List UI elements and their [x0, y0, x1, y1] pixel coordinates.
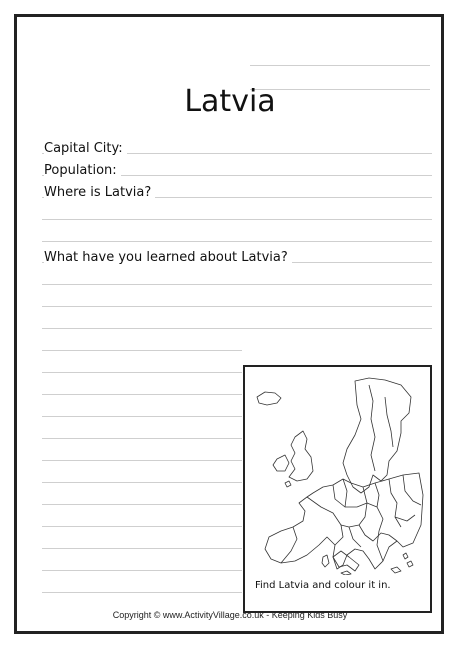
country-border	[377, 531, 383, 561]
learned-answer-line[interactable]	[42, 526, 242, 527]
learned-answer-line[interactable]	[42, 372, 242, 373]
island-shape	[322, 555, 329, 567]
learned-answer-line[interactable]	[42, 460, 242, 461]
learned-about-label: What have you learned about Latvia?	[44, 250, 292, 266]
country-border	[403, 475, 421, 505]
country-border	[343, 479, 347, 507]
learned-answer-line[interactable]	[42, 570, 242, 571]
ireland-shape	[273, 455, 289, 471]
worksheet-title: Latvia	[184, 84, 276, 119]
learned-answer-line[interactable]	[42, 284, 432, 285]
country-border	[281, 527, 297, 563]
mainland-shape	[265, 473, 423, 569]
learned-answer-line[interactable]	[42, 504, 242, 505]
europe-map[interactable]	[251, 375, 424, 575]
copyright-footer: Copyright © www.ActivityVillage.co.uk - Keeping Kids Busy	[112, 610, 348, 620]
iceland-shape	[257, 392, 281, 405]
name-write-lines	[250, 42, 430, 90]
where-is-label: Where is Latvia?	[44, 185, 155, 201]
learned-answer-line[interactable]	[42, 416, 242, 417]
map-caption: Find Latvia and colour it in.	[255, 580, 391, 591]
finland-border	[385, 397, 393, 447]
sweden-border	[369, 385, 375, 471]
europe-map-box	[243, 365, 432, 613]
great-britain-shape	[289, 431, 313, 481]
learned-answer-line[interactable]	[42, 350, 242, 351]
where-answer-line[interactable]	[42, 219, 432, 220]
learned-answer-line[interactable]	[42, 482, 242, 483]
name-line[interactable]	[250, 42, 430, 66]
learned-answer-line[interactable]	[42, 592, 242, 593]
where-answer-line[interactable]	[42, 241, 432, 242]
learned-answer-line[interactable]	[42, 548, 242, 549]
island-shape	[391, 567, 401, 573]
population-label: Population:	[44, 163, 121, 179]
island-shape	[341, 571, 351, 575]
island-shape	[403, 553, 408, 559]
learned-answer-line[interactable]	[42, 328, 432, 329]
learned-answer-line[interactable]	[42, 438, 242, 439]
country-border	[349, 527, 361, 547]
island-shape	[407, 561, 413, 567]
learned-answer-line[interactable]	[42, 394, 242, 395]
country-border	[389, 479, 401, 527]
country-border	[395, 515, 415, 521]
capital-city-label: Capital City:	[44, 141, 127, 157]
learned-answer-line[interactable]	[42, 306, 432, 307]
island-shape	[285, 481, 291, 487]
country-border	[307, 497, 343, 545]
